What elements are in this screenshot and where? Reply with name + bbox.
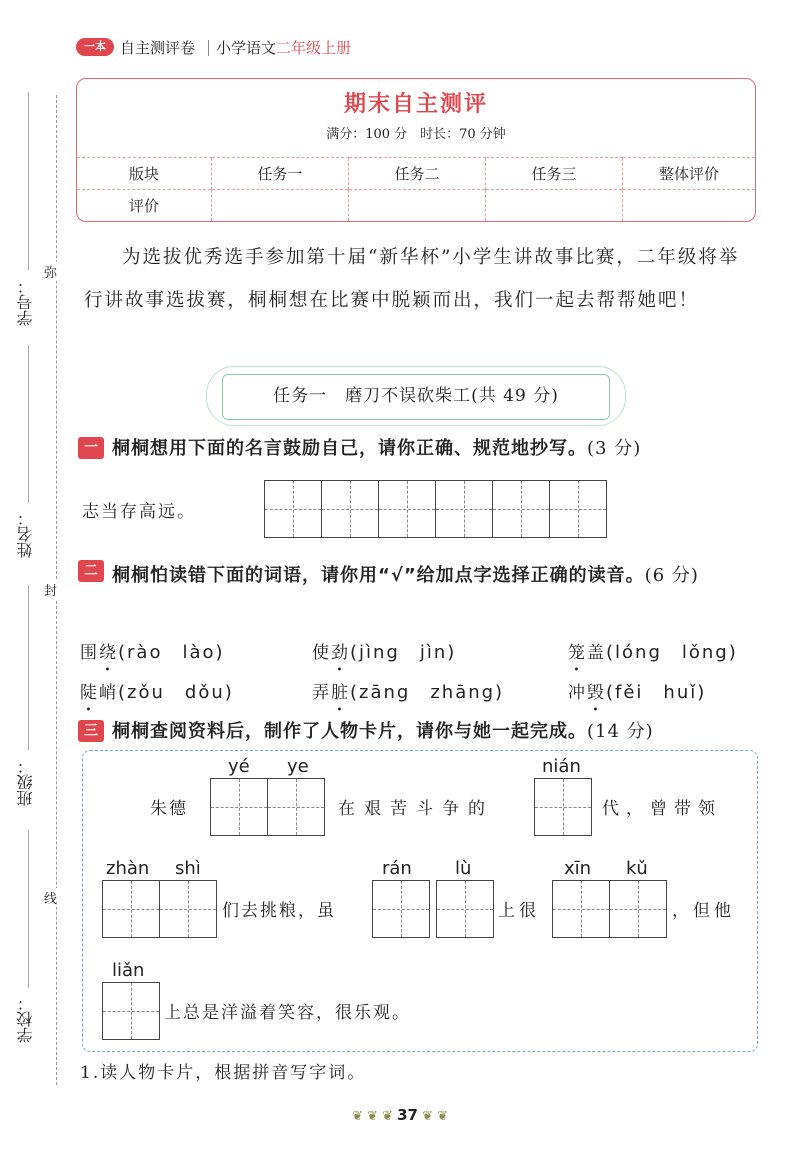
q3-number: 三 [78,720,104,742]
word-char: 冲 [568,683,587,703]
exam-title-box [76,78,756,222]
student-number-line [28,92,29,270]
school-label: 学校： [16,995,35,1043]
word-char: 弄 [312,683,331,703]
intro-paragraph: 为选拔优秀选手参加第十届“新华杯”小学生讲故事比赛，二年级将举行讲故事选拔赛，桐桐想在比赛中脱颖而出，我们一起去帮帮她吧！ [84,247,740,311]
answer-grid[interactable] [102,982,160,1040]
header-divider [208,40,209,56]
name-line [28,345,29,503]
series-badge: 一本 [76,38,114,56]
evaluation-cell[interactable] [486,190,623,222]
word-char: 围 [80,643,99,663]
dotted-char: 劲 [331,643,350,663]
seal-mark-mi: 弥 [44,262,57,281]
card-text: ，但他 [672,901,735,921]
q1-text [112,434,641,460]
q3-score: (14 分) [587,721,654,742]
name-label: 姓名： [16,510,35,558]
table-header-cell: 任务三 [486,158,623,190]
pinyin-options[interactable]: (zǒu dǒu) [118,682,234,703]
pinyin-label: nián [542,756,581,777]
table-row [77,190,755,222]
dotted-char: 笼 [568,643,587,663]
seal-mark-feng: 封 [44,580,57,599]
pinyin-options[interactable]: (lóng lǒng) [606,642,738,663]
tian-cell[interactable] [102,982,160,1040]
tian-cell[interactable] [378,480,436,538]
q2-text [112,556,756,596]
page-footer [0,1106,800,1124]
pinyin-options[interactable]: (zāng zhāng) [350,682,505,703]
tian-cell[interactable] [435,480,493,538]
q2-prompt: 桐桐怕读错下面的词语，请你用“√”给加点字选择正确的读音。 [112,565,645,586]
answer-grid[interactable] [552,880,667,938]
school-line [28,830,29,988]
q1-score: (3 分) [587,438,642,459]
pinyin-label: kǔ [626,858,648,879]
answer-grid[interactable] [534,778,592,836]
leaf-ornament-icon: ❦ ❦ ❦ [351,1109,398,1124]
pinyin-label: liǎn [112,960,145,981]
exam-title: 期末自主测评 [343,92,488,117]
pinyin-label: shì [175,858,201,879]
subject: 小学语文 [216,39,277,57]
evaluation-table [77,157,755,221]
word-char: 盖 [587,643,606,663]
evaluation-cell[interactable] [623,190,756,222]
class-line [28,585,29,750]
card-text: 上很 [498,901,540,921]
pinyin-item [312,678,504,704]
table-row-label: 评价 [77,190,212,222]
tian-cell[interactable] [534,778,592,836]
tian-cell[interactable] [210,778,268,836]
tian-cell[interactable] [267,778,325,836]
dotted-char: 脏 [331,683,350,703]
tian-cell[interactable] [609,880,667,938]
pinyin-label: lù [455,858,472,879]
pinyin-item [568,638,738,664]
table-header-cell: 整体评价 [623,158,756,190]
pinyin-label: zhàn [106,858,150,879]
tian-cell[interactable] [549,480,607,538]
q3-text [112,717,654,743]
dotted-char: 陡 [80,683,99,703]
pinyin-item [80,638,225,664]
subject-line [216,37,351,58]
pinyin-item [568,678,706,704]
answer-grid[interactable] [372,880,494,938]
pinyin-options[interactable]: (jìng jìn) [350,642,457,663]
answer-grid[interactable] [102,880,217,938]
series-name: 自主测评卷 [120,39,196,57]
table-header-cell: 任务二 [349,158,486,190]
student-number-label: 学号： [16,278,35,326]
pinyin-label: xīn [564,858,592,879]
q1-number: 一 [78,437,104,459]
tian-cell[interactable] [372,880,430,938]
table-header-row [77,158,755,190]
tian-cell[interactable] [159,880,217,938]
pinyin-label: yé [228,756,250,777]
quote-text: 志当存高远。 [82,502,196,522]
pinyin-item [80,678,234,704]
grade: 二年级上册 [276,39,352,57]
pinyin-label: ye [287,756,309,777]
card-text: 代，曾带领 [602,799,722,819]
sub-question-1: 1.读人物卡片，根据拼音写字词。 [80,1063,367,1083]
tian-cell[interactable] [492,480,550,538]
card-text: 们去挑粮，虽 [222,901,336,921]
tian-cell[interactable] [552,880,610,938]
word-char: 峭 [99,683,118,703]
copy-writing-grid[interactable] [264,480,607,538]
table-header-cell: 任务一 [212,158,349,190]
answer-grid[interactable] [210,778,325,836]
tian-cell[interactable] [102,880,160,938]
dotted-char: 毁 [587,683,606,703]
word-char: 使 [312,643,331,663]
task1-banner: 任务一 磨刀不误砍柴工(共 49 分) [222,374,610,420]
class-label: 班级： [16,758,35,806]
pinyin-options[interactable]: (rào lào) [118,642,225,663]
card-text: 上总是洋溢着笑容，很乐观。 [164,1003,411,1023]
tian-cell[interactable] [264,480,322,538]
card-text: 朱德 [150,799,188,819]
evaluation-cell[interactable] [212,190,349,222]
q2-number: 二 [78,560,104,582]
score-time-line: 满分：100 分 时长：70 分钟 [326,127,506,142]
page-number: 37 [397,1106,418,1124]
seal-mark-xian: 线 [44,888,57,907]
table-header-cell: 版块 [77,158,212,190]
card-text: 在艰苦斗争的 [338,799,494,819]
tian-cell[interactable] [436,880,494,938]
q3-prompt: 桐桐查阅资料后，制作了人物卡片，请你与她一起完成。 [112,721,587,742]
q1-prompt: 桐桐想用下面的名言鼓励自己，请你正确、规范地抄写。 [112,438,587,459]
dotted-char: 绕 [99,643,118,663]
pinyin-options[interactable]: (fěi huǐ) [606,682,707,703]
q2-score: (6 分) [644,565,699,586]
pinyin-item [312,638,456,664]
evaluation-cell[interactable] [349,190,486,222]
pinyin-label: rán [382,858,412,879]
leaf-ornament-icon: ❦ ❦ [417,1109,448,1124]
tian-cell[interactable] [321,480,379,538]
